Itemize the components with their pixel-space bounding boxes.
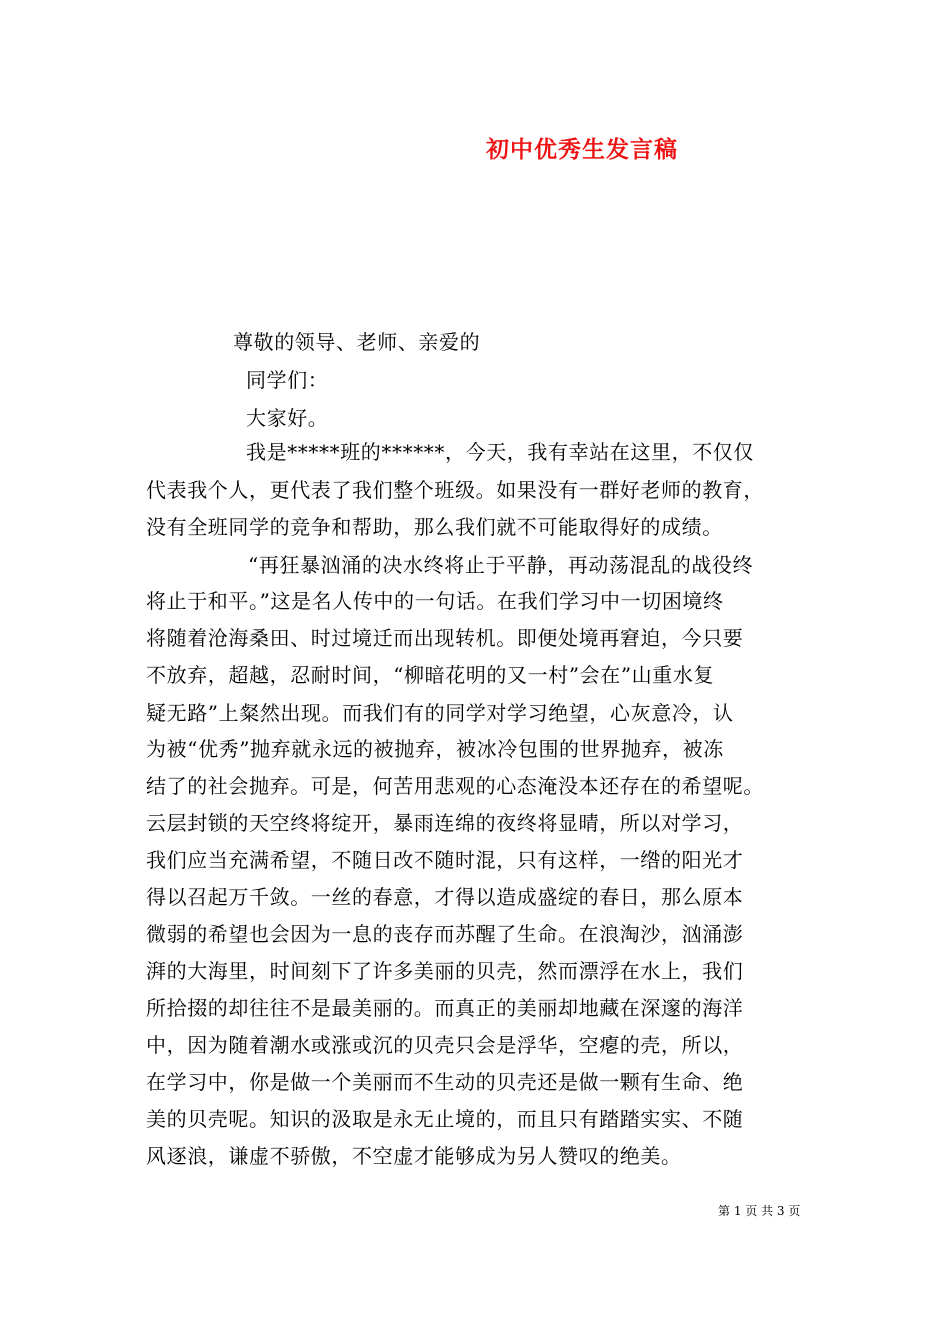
body-line: 我们应当充满希望，不随日改不随时混，只有这样，一绺的阳光才 bbox=[146, 848, 744, 872]
body-line: 为被“优秀”抛弃就永远的被抛弃，被冰冷包围的世界抛弃，被冻 bbox=[146, 737, 724, 761]
body-line: 在学习中，你是做一个美丽而不生动的贝壳还是做一颗有生命、绝 bbox=[146, 1070, 744, 1094]
greeting-line: 尊敬的领导、老师、亲爱的 bbox=[233, 330, 481, 354]
body-line: 我是*****班的******，今天，我有幸站在这里，不仅仅 bbox=[246, 440, 754, 464]
body-line: 得以召起万千敛。一丝的春意，才得以造成盛绽的春日，那么原本 bbox=[146, 885, 744, 909]
body-line: 没有全班同学的竞争和帮助，那么我们就不可能取得好的成绩。 bbox=[146, 515, 723, 539]
greeting-line: 大家好。 bbox=[246, 406, 329, 430]
document-title: 初中优秀生发言稿 bbox=[486, 136, 678, 163]
body-line: 所拾掇的却往往不是最美丽的。而真正的美丽却地藏在深邃的海洋 bbox=[146, 996, 744, 1020]
body-line: “再狂暴汹涌的决水终将止于平静，再动荡混乱的战役终 bbox=[248, 553, 754, 577]
body-line: 中，因为随着潮水或涨或沉的贝壳只会是浮华，空瘪的壳，所以， bbox=[146, 1033, 744, 1057]
body-line: 微弱的希望也会因为一息的丧存而苏醒了生命。在浪淘沙，汹涌澎 bbox=[146, 922, 744, 946]
body-line: 疑无路”上粲然出现。而我们有的同学对学习绝望，心灰意冷，认 bbox=[146, 701, 734, 725]
body-line: 美的贝壳呢。知识的汲取是永无止境的，而且只有踏踏实实、不随 bbox=[146, 1107, 744, 1131]
body-line: 将止于和平。”这是名人传中的一句话。在我们学习中一切困境终 bbox=[146, 589, 724, 613]
body-line: 湃的大海里，时间刻下了许多美丽的贝壳，然而漂浮在水上，我们 bbox=[146, 959, 744, 983]
body-line: 不放弃，超越，忍耐时间，“柳暗花明的又一村”会在”山重水复 bbox=[146, 663, 715, 687]
body-line: 将随着沧海桑田、时过境迁而出现转机。即便处境再窘迫，今只要 bbox=[146, 626, 744, 650]
body-line: 云层封锁的天空终将绽开，暴雨连绵的夜终将显晴，所以对学习， bbox=[146, 811, 744, 835]
body-line: 风逐浪，谦虚不骄傲，不空虚才能够成为另人赞叹的绝美。 bbox=[146, 1144, 682, 1168]
greeting-line: 同学们： bbox=[246, 368, 329, 392]
page-number-footer: 第 1 页 共 3 页 bbox=[718, 1204, 801, 1218]
body-line: 结了的社会抛弃。可是，何苦用悲观的心态淹没本还存在的希望呢。 bbox=[146, 774, 764, 798]
body-line: 代表我个人，更代表了我们整个班级。如果没有一群好老师的教育， bbox=[146, 478, 764, 502]
